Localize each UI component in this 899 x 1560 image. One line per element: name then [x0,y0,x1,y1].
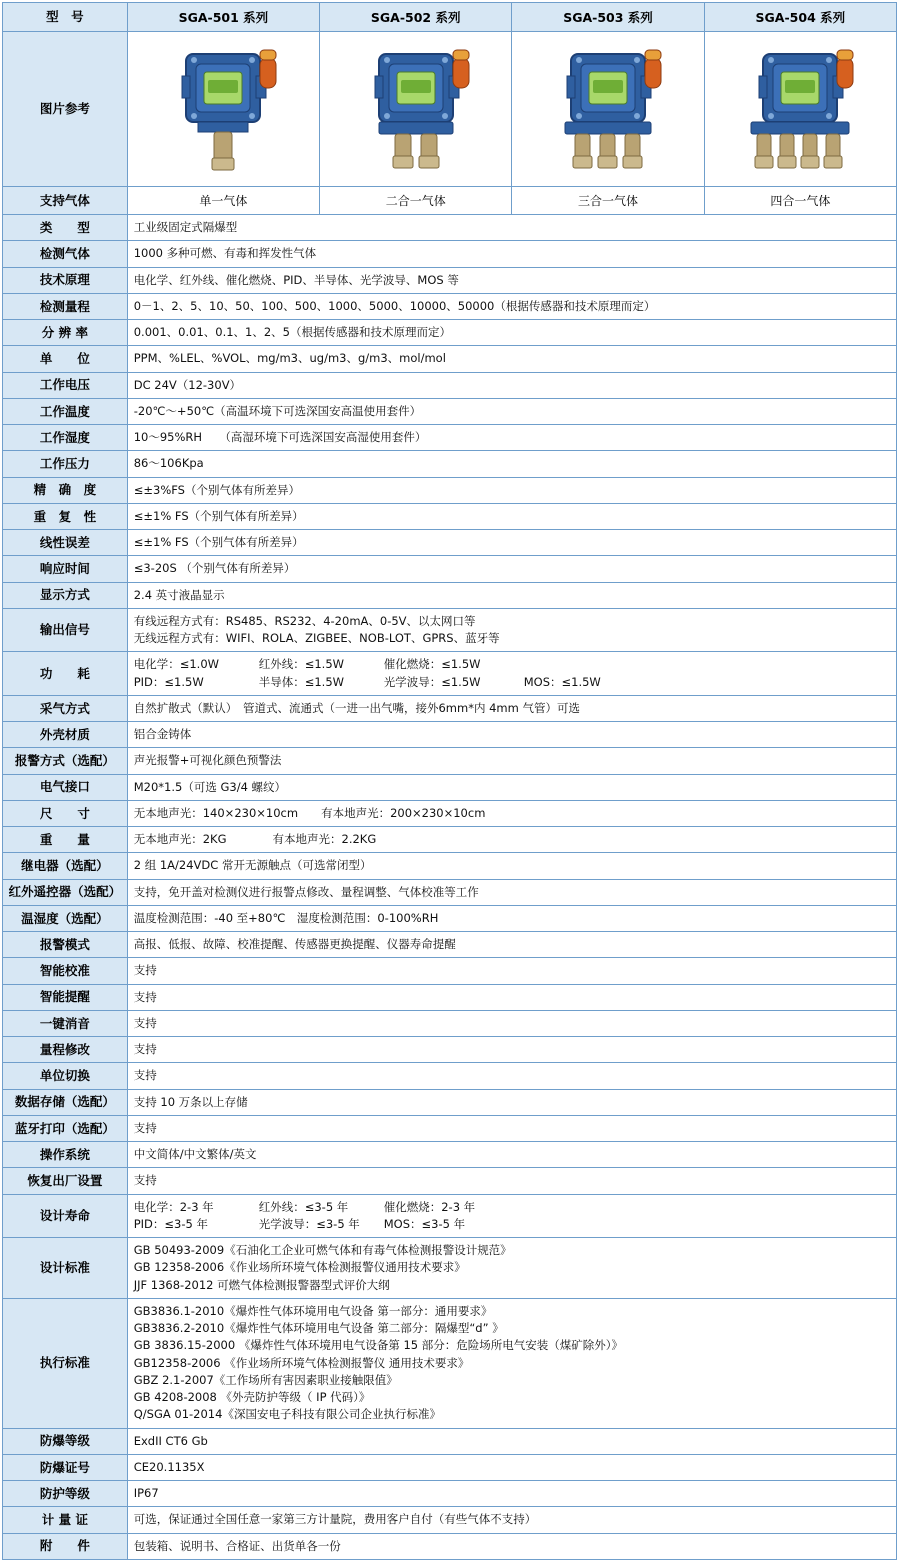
gas-support-502: 二合一气体 [320,187,512,215]
device-image-503 [512,32,704,187]
table-row [3,1063,897,1089]
table-row [3,905,897,931]
exec-standard-line-7: Q/SGA 01-2014《深国安电子科技有限公司企业执行标准》 [133,1407,441,1422]
table-row [3,1454,897,1480]
design-standard-line-3: JJF 1368-2012 可燃气体检测报警器型式评价大纲 [133,1277,390,1292]
detector-illustration-4probe [715,36,885,182]
lifespan-infrared: 红外线：≤3-5 年 [258,1199,349,1214]
row-label: 单位切换 [3,1063,128,1089]
lifespan-optical-waveguide: 光学波导：≤3-5 年 [258,1216,360,1231]
row-label: 技术原理 [3,267,128,293]
exec-standard-value [127,1298,896,1428]
spec-sheet [0,2,899,1560]
row-value: 支持，免开盖对检测仪进行报警点修改、量程调整、气体校准等工作 [127,879,896,905]
table-row [3,774,897,800]
table-row [3,451,897,477]
row-label: 温湿度（选配） [3,905,128,931]
power-mos: MOS：≤1.5W [523,674,601,689]
row-value: IP67 [127,1481,896,1507]
row-value: ≤3-20S （个别气体有所差异） [127,556,896,582]
table-row [3,800,897,826]
exec-standard-line-2: GB3836.2-2010《爆炸性气体环境用电气设备 第二部分：隔爆型“d” 》 [133,1321,504,1335]
table-row [3,722,897,748]
lifespan-catalytic: 催化燃烧：2-3 年 [383,1199,476,1214]
image-row [3,32,897,187]
table-row [3,503,897,529]
power-value [127,652,896,696]
row-value: 支持 [127,1010,896,1036]
row-label: 一键消音 [3,1010,128,1036]
row-value: 2.4 英寸液晶显示 [127,582,896,608]
row-value: 工业级固定式隔爆型 [127,215,896,241]
table-row [3,556,897,582]
lifespan-row [3,1194,897,1238]
table-row [3,853,897,879]
row-value: 无本地声光：2KG 有本地声光：2.2KG [127,827,896,853]
specification-table [2,2,897,1560]
row-label: 采气方式 [3,695,128,721]
row-value: CE20.1135X [127,1454,896,1480]
output-signal-line-1: 有线远程方式有：RS485、RS232、4-20mA、0-5V、以太网口等 [133,613,476,628]
lifespan-value [127,1194,896,1238]
row-label: 数据存储（选配） [3,1089,128,1115]
row-label: 防爆证号 [3,1454,128,1480]
table-row [3,530,897,556]
header-model-501: SGA-501 系列 [127,3,319,32]
table-row [3,241,897,267]
lifespan-pid: PID：≤3-5 年 [133,1216,208,1231]
lifespan-line-1 [134,1199,890,1216]
row-value: 支持 [127,1063,896,1089]
power-infrared: 红外线：≤1.5W [258,657,345,672]
lifespan-line-2 [134,1216,890,1233]
row-label: 计 量 证 [3,1507,128,1533]
row-value: DC 24V（12-30V） [127,372,896,398]
header-model-502: SGA-502 系列 [320,3,512,32]
power-electrochemical: 电化学：≤1.0W [133,657,220,672]
row-value: M20*1.5（可选 G3/4 螺纹） [127,774,896,800]
row-label: 附 件 [3,1533,128,1559]
table-row [3,293,897,319]
table-row [3,984,897,1010]
row-label: 尺 寸 [3,800,128,826]
row-value: 温度检测范围：-40 至+80℃ 湿度检测范围：0-100%RH [127,905,896,931]
output-signal-value [127,608,896,652]
row-label: 量程修改 [3,1037,128,1063]
row-value: 86～106Kpa [127,451,896,477]
row-label: 恢复出厂设置 [3,1168,128,1194]
row-value: 1000 多种可燃、有毒和挥发性气体 [127,241,896,267]
output-signal-row [3,608,897,652]
table-row [3,1115,897,1141]
power-line-2 [134,674,890,691]
device-image-501 [127,32,319,187]
row-value: -20℃～+50℃（高温环境下可选深国安高温使用套件） [127,398,896,424]
row-value: 支持 [127,1037,896,1063]
table-row [3,1481,897,1507]
header-model-label: 型 号 [3,3,128,32]
gas-support-501: 单一气体 [127,187,319,215]
header-model-504: SGA-504 系列 [704,3,896,32]
row-value: 包装箱、说明书、合格证、出货单各一份 [127,1533,896,1559]
table-row [3,748,897,774]
row-label: 重 复 性 [3,503,128,529]
table-row [3,1089,897,1115]
table-row [3,1142,897,1168]
table-row [3,958,897,984]
row-label: 报警模式 [3,932,128,958]
power-label: 功 耗 [3,652,128,696]
detector-illustration-1probe [138,36,308,182]
table-row [3,1010,897,1036]
lifespan-electrochemical: 电化学：2-3 年 [133,1199,214,1214]
table-row [3,346,897,372]
row-value: ExdII CT6 Gb [127,1428,896,1454]
device-image-504 [704,32,896,187]
row-value: 支持 10 万条以上存储 [127,1089,896,1115]
row-label: 防爆等级 [3,1428,128,1454]
row-label: 报警方式（选配） [3,748,128,774]
table-row [3,1168,897,1194]
design-standard-line-2: GB 12358-2006《作业场所环境气体检测报警仪通用技术要求》 [133,1260,466,1275]
row-value: 自然扩散式（默认） 管道式、流通式（一进一出气嘴，接外6mm*内 4mm 气管）可选 [127,695,896,721]
row-value: 声光报警+可视化颜色预警法 [127,748,896,774]
row-label: 分 辨 率 [3,320,128,346]
gas-support-504: 四合一气体 [704,187,896,215]
row-label: 电气接口 [3,774,128,800]
row-value: 支持 [127,1168,896,1194]
row-value: 支持 [127,1115,896,1141]
row-label: 重 量 [3,827,128,853]
power-semiconductor: 半导体：≤1.5W [258,674,345,689]
row-label: 继电器（选配） [3,853,128,879]
row-value: 无本地声光：140×230×10cm 有本地声光：200×230×10cm [127,800,896,826]
row-label: 工作温度 [3,398,128,424]
power-optical-waveguide: 光学波导：≤1.5W [383,674,481,689]
table-row [3,267,897,293]
row-value: 中文简体/中文繁体/英文 [127,1142,896,1168]
row-value: 铝合金铸体 [127,722,896,748]
table-row [3,932,897,958]
table-header-row [3,3,897,32]
gas-support-row [3,187,897,215]
table-row [3,215,897,241]
table-row [3,1428,897,1454]
row-value: 高报、低报、故障、校准提醒、传感器更换提醒、仪器寿命提醒 [127,932,896,958]
power-line-1 [134,656,890,673]
row-value: 支持 [127,984,896,1010]
lifespan-label: 设计寿命 [3,1194,128,1238]
row-label: 智能校准 [3,958,128,984]
row-label: 操作系统 [3,1142,128,1168]
gas-support-label: 支持气体 [3,187,128,215]
table-row [3,1507,897,1533]
row-label: 防护等级 [3,1481,128,1507]
row-label: 检测量程 [3,293,128,319]
exec-standard-line-4: GB12358-2006 《作业场所环境气体检测报警仪 通用技术要求》 [133,1355,470,1370]
header-model-503: SGA-503 系列 [512,3,704,32]
row-label: 单 位 [3,346,128,372]
output-signal-label: 输出信号 [3,608,128,652]
row-label: 类 型 [3,215,128,241]
table-row [3,372,897,398]
table-row [3,582,897,608]
row-label: 显示方式 [3,582,128,608]
exec-standard-line-6: GB 4208-2008 《外壳防护等级（ IP 代码）》 [133,1390,371,1404]
row-label: 工作电压 [3,372,128,398]
detector-illustration-3probe [523,36,693,182]
row-label: 红外遥控器（选配） [3,879,128,905]
row-label: 智能提醒 [3,984,128,1010]
row-label: 线性误差 [3,530,128,556]
row-value: 电化学、红外线、催化燃烧、PID、半导体、光学波导、MOS 等 [127,267,896,293]
table-row [3,827,897,853]
power-pid: PID：≤1.5W [133,674,204,689]
row-label: 蓝牙打印（选配） [3,1115,128,1141]
table-row [3,1037,897,1063]
detector-illustration-2probe [331,36,501,182]
table-row [3,477,897,503]
image-row-label: 图片参考 [3,32,128,187]
table-row [3,695,897,721]
row-label: 工作湿度 [3,425,128,451]
row-value: PPM、%LEL、%VOL、mg/m3、ug/m3、g/m3、mol/mol [127,346,896,372]
exec-standard-line-3: GB 3836.15-2000 《爆炸性气体环境用电气设备第 15 部分：危险场所电气安装（煤矿除外）》 [133,1338,624,1353]
device-image-502 [320,32,512,187]
row-label: 检测气体 [3,241,128,267]
exec-standard-row [3,1298,897,1428]
design-standard-label: 设计标准 [3,1238,128,1299]
row-value: ≤±1% FS（个别气体有所差异） [127,503,896,529]
table-row [3,320,897,346]
power-row [3,652,897,696]
row-value: 支持 [127,958,896,984]
gas-support-503: 三合一气体 [512,187,704,215]
row-value: 10～95%RH （高湿环境下可选深国安高湿使用套件） [127,425,896,451]
design-standard-line-1: GB 50493-2009《石油化工企业可燃气体和有毒气体检测报警设计规范》 [133,1243,512,1257]
row-value: 0.001、0.01、0.1、1、2、5（根据传感器和技术原理而定） [127,320,896,346]
lifespan-mos: MOS：≤3-5 年 [383,1216,466,1231]
table-row [3,879,897,905]
row-value: ≤±1% FS（个别气体有所差异） [127,530,896,556]
row-value: ≤±3%FS（个别气体有所差异） [127,477,896,503]
table-row [3,1533,897,1559]
table-row [3,425,897,451]
row-label: 响应时间 [3,556,128,582]
exec-standard-label: 执行标准 [3,1298,128,1428]
power-catalytic: 催化燃烧：≤1.5W [383,657,481,672]
exec-standard-line-5: GBZ 2.1-2007《工作场所有害因素职业接触限值》 [133,1372,398,1387]
row-label: 工作压力 [3,451,128,477]
row-value: 2 组 1A/24VDC 常开无源触点（可选常闭型） [127,853,896,879]
table-row [3,398,897,424]
row-label: 外壳材质 [3,722,128,748]
row-value: 可选，保证通过全国任意一家第三方计量院，费用客户自付（有些气体不支持） [127,1507,896,1533]
design-standard-row [3,1238,897,1299]
output-signal-line-2: 无线远程方式有：WIFI、ROLA、ZIGBEE、NOB-LOT、GPRS、蓝牙等 [133,631,500,645]
exec-standard-line-1: GB3836.1-2010《爆炸性气体环境用电气设备 第一部分：通用要求》 [133,1303,493,1318]
design-standard-value [127,1238,896,1299]
row-label: 精 确 度 [3,477,128,503]
row-value: 0－1、2、5、10、50、100、500、1000、5000、10000、50000（根据传感器和技术原理而定） [127,293,896,319]
